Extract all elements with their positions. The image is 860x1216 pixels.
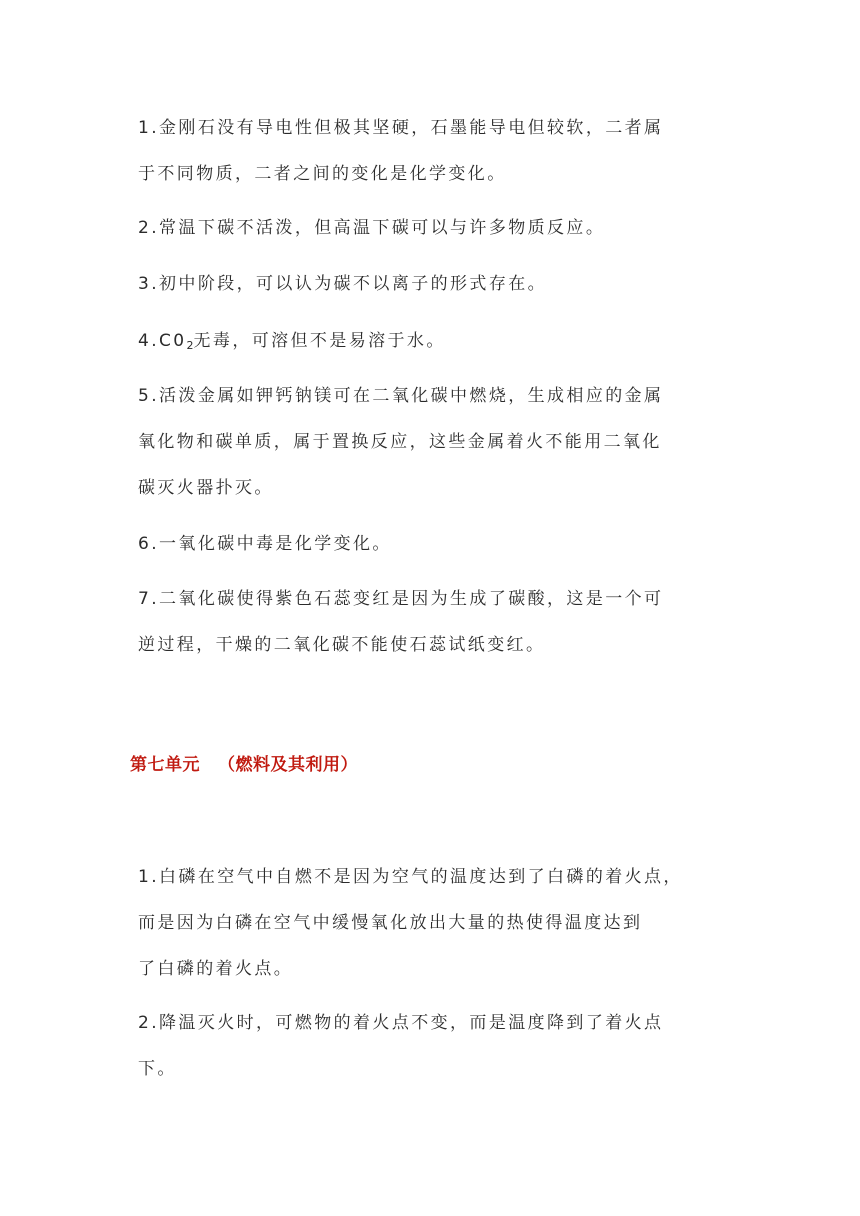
text-line: 逆过程，干燥的二氧化碳不能使石蕊试纸变红。 (138, 635, 546, 655)
text-line: 3.初中阶段，可以认为碳不以离子的形式存在。 (138, 274, 548, 294)
text-line: 了白磷的着火点。 (138, 959, 294, 979)
text-line: 1.金刚石没有导电性但极其坚硬，石墨能导电但较软，二者属 (138, 118, 664, 138)
list-item (138, 521, 738, 567)
text-line: 6.一氧化碳中毒是化学变化。 (138, 534, 392, 554)
formula-suffix: 无毒，可溶但不是易溶于水。 (193, 331, 446, 351)
text-line: 5.活泼金属如钾钙钠镁可在二氧化碳中燃烧，生成相应的金属 (138, 386, 664, 406)
text-line (138, 318, 738, 364)
list-item (138, 205, 738, 251)
text-line: 氧化物和碳单质，属于置换反应，这些金属着火不能用二氧化 (138, 432, 662, 452)
list-item (138, 854, 738, 992)
text-line: 碳灭火器扑灭。 (138, 478, 274, 498)
text-line: 下。 (138, 1059, 177, 1079)
list-item (138, 1000, 738, 1092)
text-line: 而是因为白磷在空气中缓慢氧化放出大量的热使得温度达到 (138, 913, 643, 933)
text-line: 1.白磷在空气中自燃不是因为空气的温度达到了白磷的着火点， (138, 867, 683, 887)
list-item (138, 576, 738, 668)
section-heading (130, 750, 358, 780)
text-line: 于不同物质，二者之间的变化是化学变化。 (138, 164, 507, 184)
text-line: 2.降温灭火时，可燃物的着火点不变，而是温度降到了着火点 (138, 1013, 664, 1033)
formula-subscript: 2 (186, 339, 194, 352)
text-line: 7.二氧化碳使得紫色石蕊变红是因为生成了碳酸，这是一个可 (138, 589, 664, 609)
list-item (138, 105, 738, 197)
heading-topic: （燃料及其利用） (218, 755, 358, 775)
heading-unit: 第七单元 (130, 755, 200, 775)
list-item (138, 373, 738, 511)
text-line: 2.常温下碳不活泼，但高温下碳可以与许多物质反应。 (138, 218, 606, 238)
list-item (138, 261, 738, 307)
formula-prefix: 4.C0 (138, 331, 187, 351)
list-item (138, 318, 738, 364)
